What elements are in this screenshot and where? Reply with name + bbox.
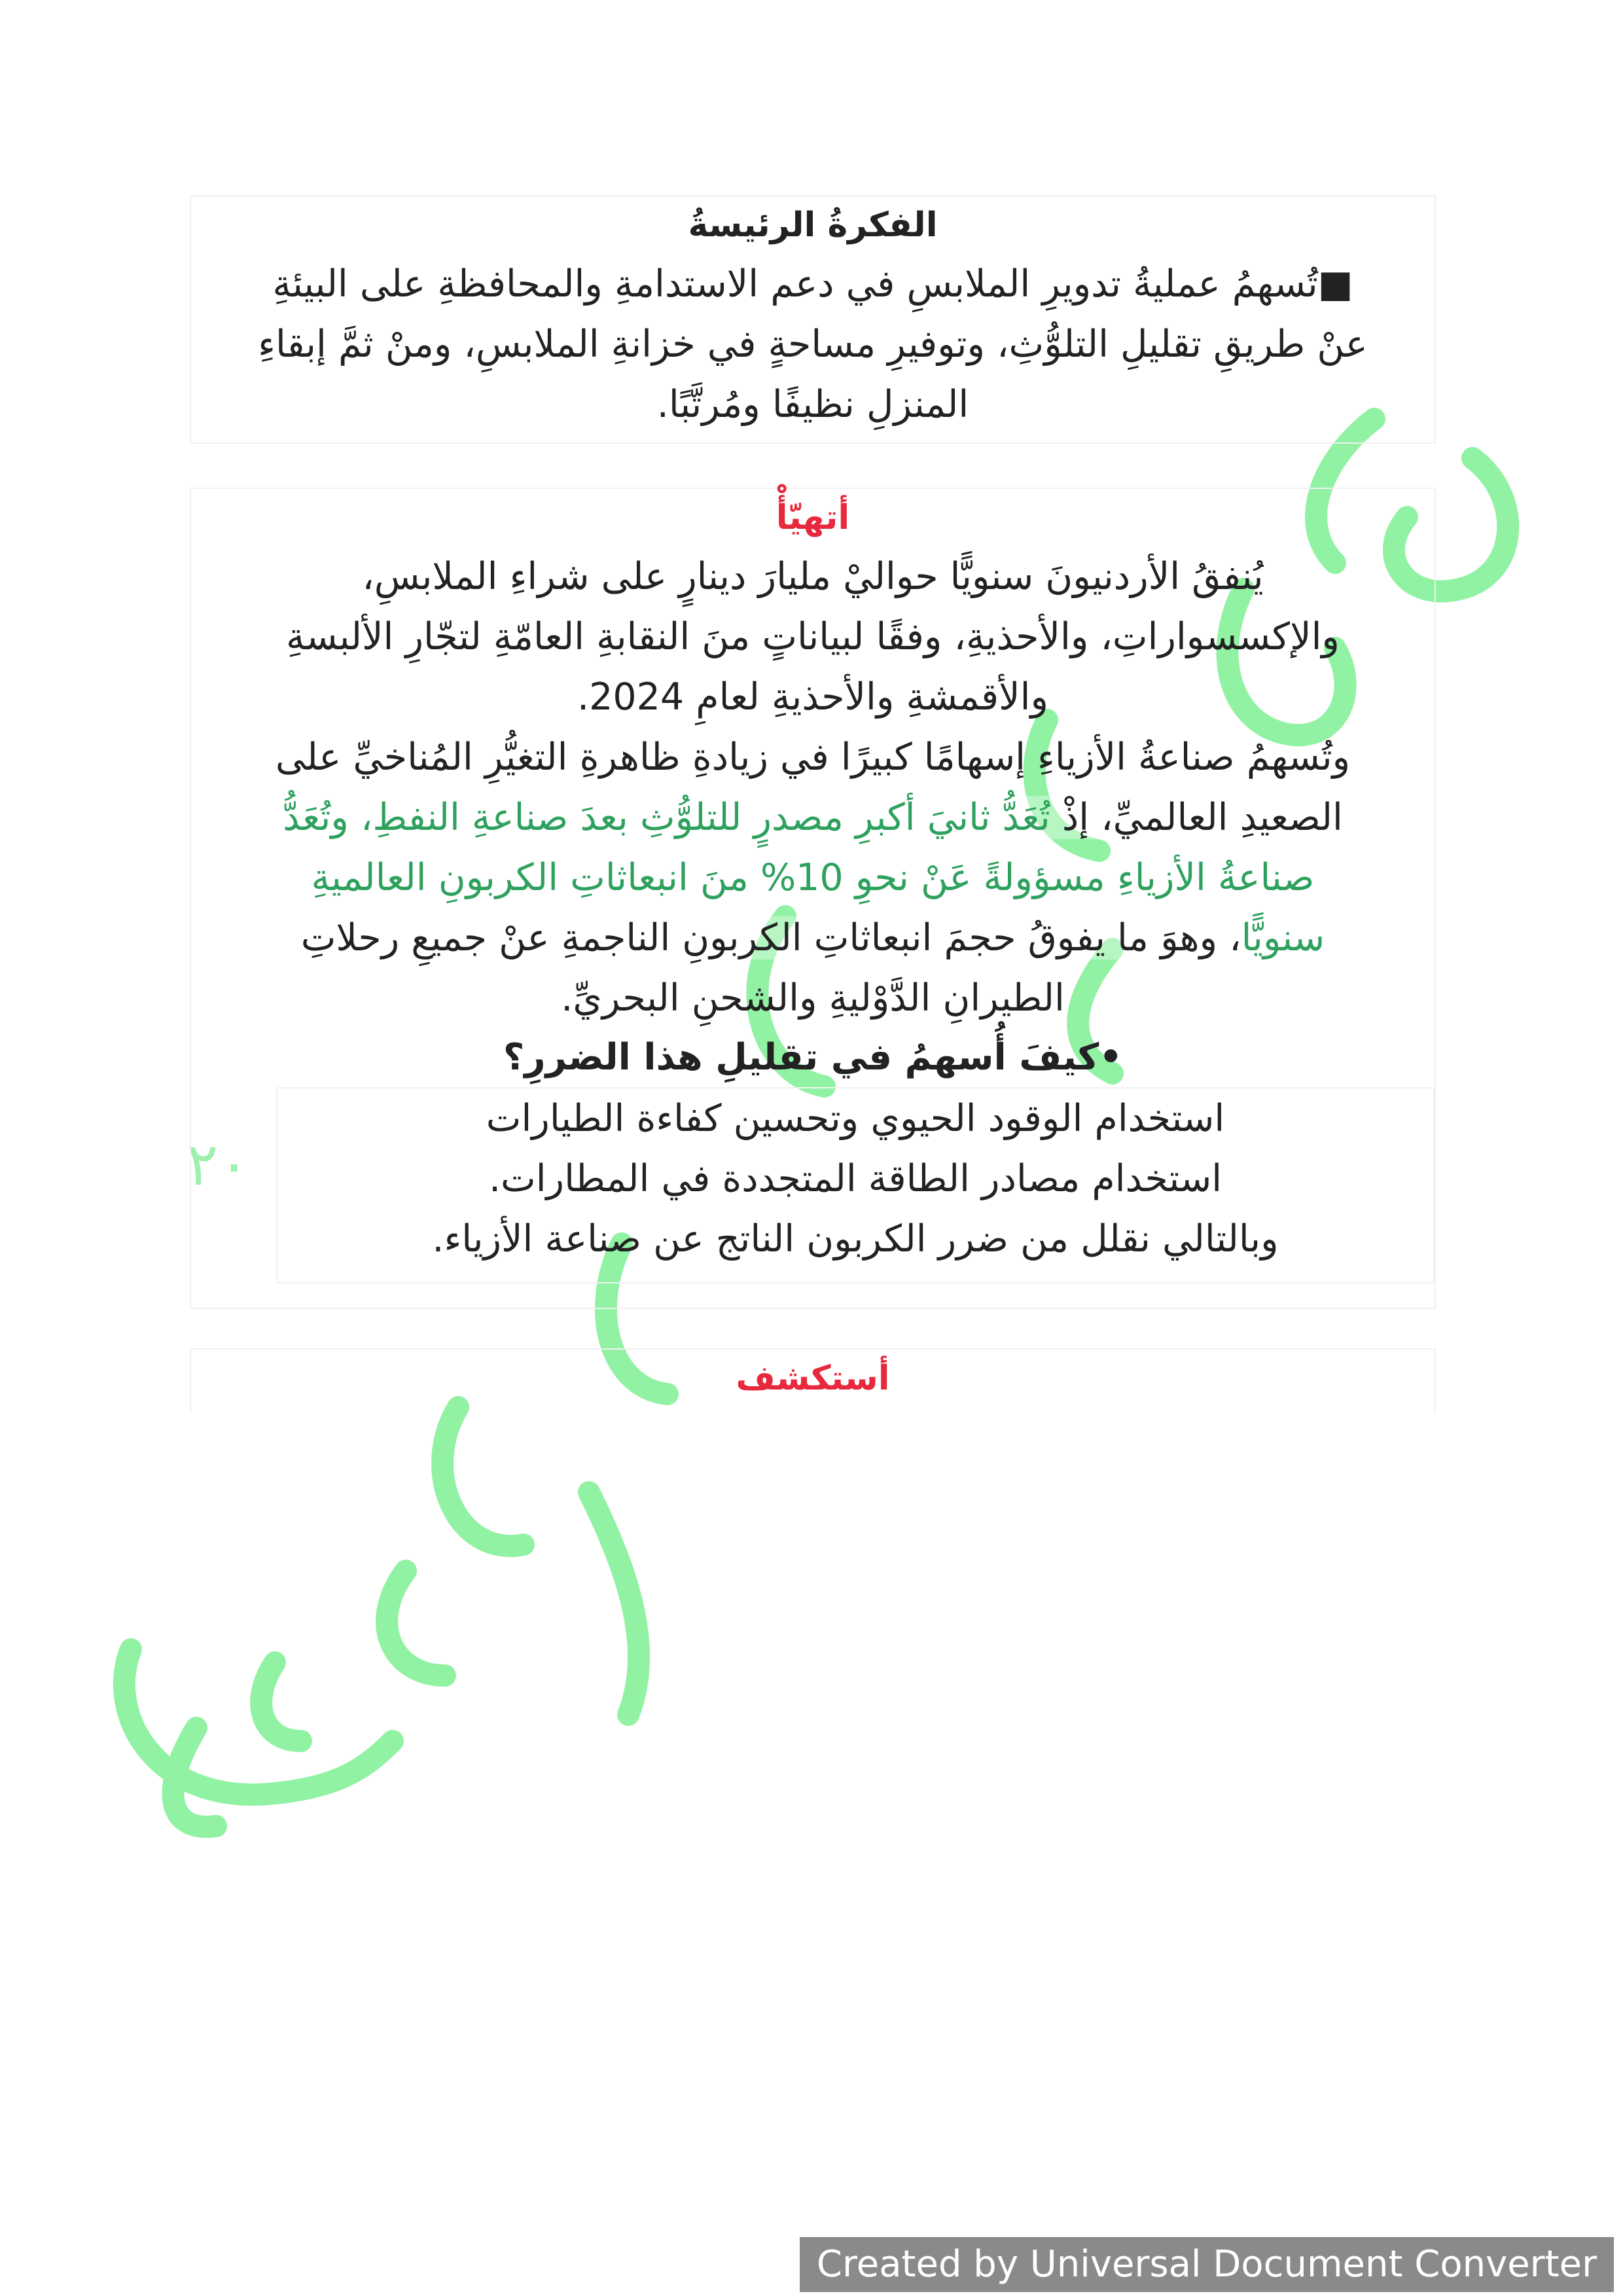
answer-line-1: استخدام الوقود الحيوي وتحسين كفاءة الطيارات [486,1097,1225,1140]
converter-footer-banner: Created by Universal Document Converter [800,2237,1614,2292]
prepare-p2-line-2 [191,787,1435,848]
prepare-heading: أتهيّأْ [776,498,850,537]
prepare-p2-line-3-highlight: صناعةُ الأزياءِ مسؤولةً عَنْ نحوِ 10% منَ انبعاثاتِ الكربونِ العالميةِ [311,856,1315,899]
answer-line-3: وبالتالي نقلل من ضرر الكربون الناتج عن صناعة الأزياء. [432,1217,1279,1261]
main-idea-line-3: المنزلِ نظيفًا ومُرتَّبًا. [656,383,969,426]
prepare-p2-line-4-plain: ، وهوَ ما يفوقُ حجمَ انبعاثاتِ الكربونِ الناجمةِ عنْ جميعِ رحلاتِ [300,916,1241,960]
main-idea-heading: الفكرةُ الرئيسةُ [688,206,938,245]
main-idea-section [190,195,1436,444]
prepare-p2-line-2-plain: الصعيدِ العالميِّ، إذْ [1050,796,1343,839]
prepare-p2-line-4 [191,908,1435,968]
prepare-p2-line-4-highlight: سنويًّا [1241,916,1325,960]
watermark-side-number: ٢٠ [187,1130,250,1199]
prepare-p2-line-2-highlight: تُعَدُّ ثانيَ أكبرِ مصدرٍ للتلوُّثِ بعدَ صناعةِ النفطِ، وتُعَدُّ [283,796,1050,839]
prepare-p1-line-3: والأقمشةِ والأحذيةِ لعامِ 2024. [577,675,1048,719]
answers-box [276,1087,1435,1283]
prepare-section [190,488,1436,1309]
prepare-p2-line-1: وتُسهمُ صناعةُ الأزياءِ إسهامًا كبيرًا في زيادةِ ظاهرةِ التغيُّرِ المُناخيِّ على [275,736,1351,779]
main-idea-line-1: ■تُسهمُ عمليةُ تدويرِ الملابسِ في دعم الاستدامةِ والمحافظةِ على البيئةِ [272,262,1353,306]
prepare-p2-line-5: الطيرانِ الدَّوْليةِ والشحنِ البحريِّ. [561,977,1065,1020]
explore-section [190,1348,1436,1414]
prepare-p1-line-1: يُنفقُ الأردنيونَ سنويًّا حواليْ مليارَ دينارٍ على شراءِ الملابسِ، [362,555,1264,598]
main-idea-line-2: عنْ طريقِ تقليلِ التلوُّثِ، وتوفيرِ مساحةٍ في خزانةِ الملابسِ، ومنْ ثمَّ إبقاءِ [258,323,1368,366]
explore-heading: أستكشف [736,1359,890,1398]
question-heading: •كيفَ أُسهمُ في تقليلِ هذا الضررِ؟ [503,1036,1123,1079]
prepare-p1-line-2: والإكسسواراتِ، والأحذيةِ، وفقًا لبياناتٍ منَ النقابةِ العامّةِ لتجّارِ الألبسةِ [286,615,1340,658]
answer-line-2: استخدام مصادر الطاقة المتجددة في المطارات. [488,1157,1222,1200]
